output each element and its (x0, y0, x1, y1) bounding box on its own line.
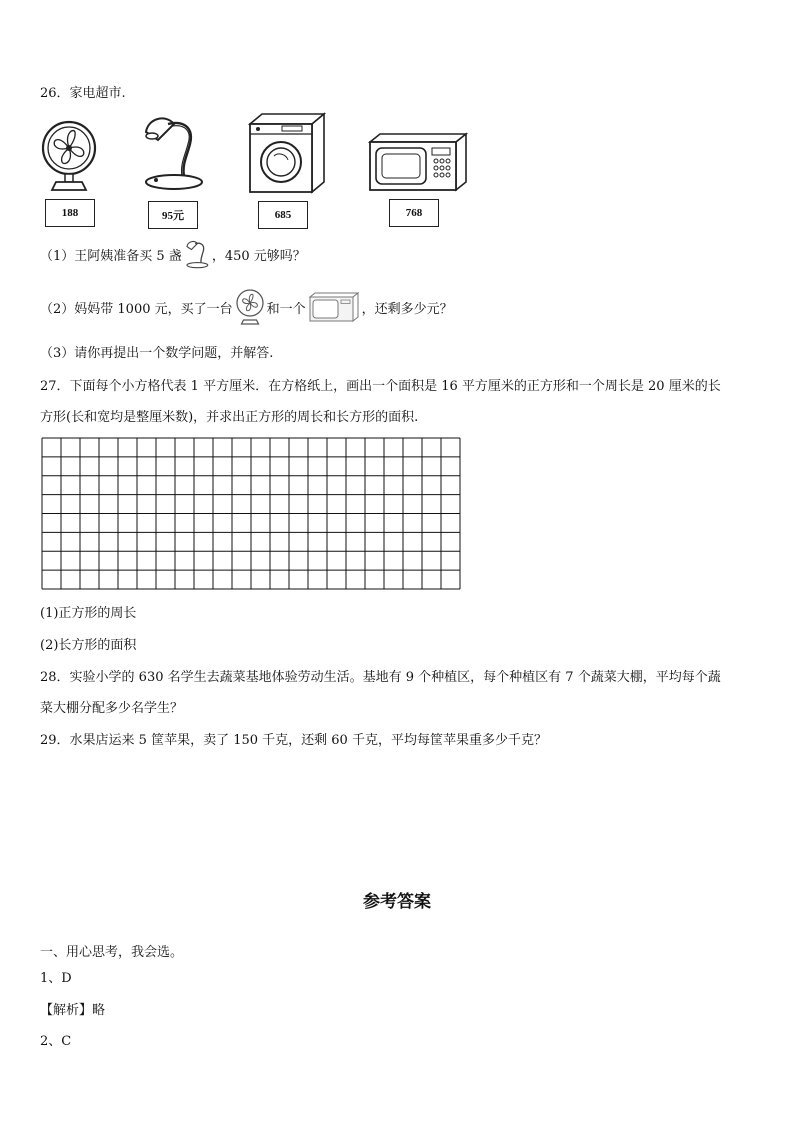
square-grid[interactable] (41, 437, 461, 590)
washing-machine-icon (246, 110, 328, 196)
q26-sub2-text-c: ，还剩多少元？ (361, 301, 453, 317)
answers-section: 一、用心思考，我会选。 (40, 945, 184, 960)
microwave-icon (366, 130, 470, 194)
q26-sub2-text-a: （2）妈妈带 1000 元，买了一台 (40, 301, 233, 317)
q26-sub1-text-a: （1）王阿姨准备买 5 盏 (40, 248, 182, 264)
desk-lamp-icon (184, 238, 210, 270)
fan-icon (235, 288, 265, 326)
answers-title: 参考答案 (363, 892, 431, 912)
price-fan: 188 (45, 199, 95, 227)
q28-line1: 28．实验小学的 630 名学生去蔬菜基地体验劳动生活。基地有 9 个种植区，每个种植区有 7 个蔬菜大棚，平均每个蔬 (40, 670, 721, 685)
q27-line1: 27．下面每个小方格代表 1 平方厘米．在方格纸上，画出一个面积是 16 平方厘米的正方形和一个周长是 20 厘米的长 (40, 379, 721, 394)
q26-sub1-text-b: ，450 元够吗？ (211, 248, 306, 264)
q26-sub1 (40, 238, 306, 270)
q27-line2: 方形(长和宽均是整厘米数)，并求出正方形的周长和长方形的面积. (40, 410, 419, 425)
q26-sub2-text-b: 和一个 (266, 301, 306, 317)
price-lamp: 95元 (148, 201, 198, 229)
q26-sub2 (40, 288, 453, 326)
answer-1-note: 【解析】略 (40, 1003, 106, 1018)
desk-lamp-icon (138, 110, 208, 194)
answer-2: 2、C (40, 1034, 72, 1049)
q27-answer2: (2)长方形的面积 (40, 638, 137, 653)
fan-icon (40, 118, 98, 194)
price-washer: 685 (258, 201, 308, 229)
q29-line1: 29．水果店运来 5 筐苹果，卖了 150 千克，还剩 60 千克，平均每筐苹果重多少千克？ (40, 733, 547, 748)
price-microwave: 768 (389, 199, 439, 227)
q26-heading: 26．家电超市. (40, 86, 126, 101)
q26-sub3: （3）请你再提出一个数学问题，并解答. (40, 346, 274, 361)
q27-answer1: (1)正方形的周长 (40, 606, 137, 621)
answer-1: 1、D (40, 971, 72, 986)
q28-line2: 菜大棚分配多少名学生？ (40, 701, 184, 716)
microwave-icon (308, 291, 360, 323)
